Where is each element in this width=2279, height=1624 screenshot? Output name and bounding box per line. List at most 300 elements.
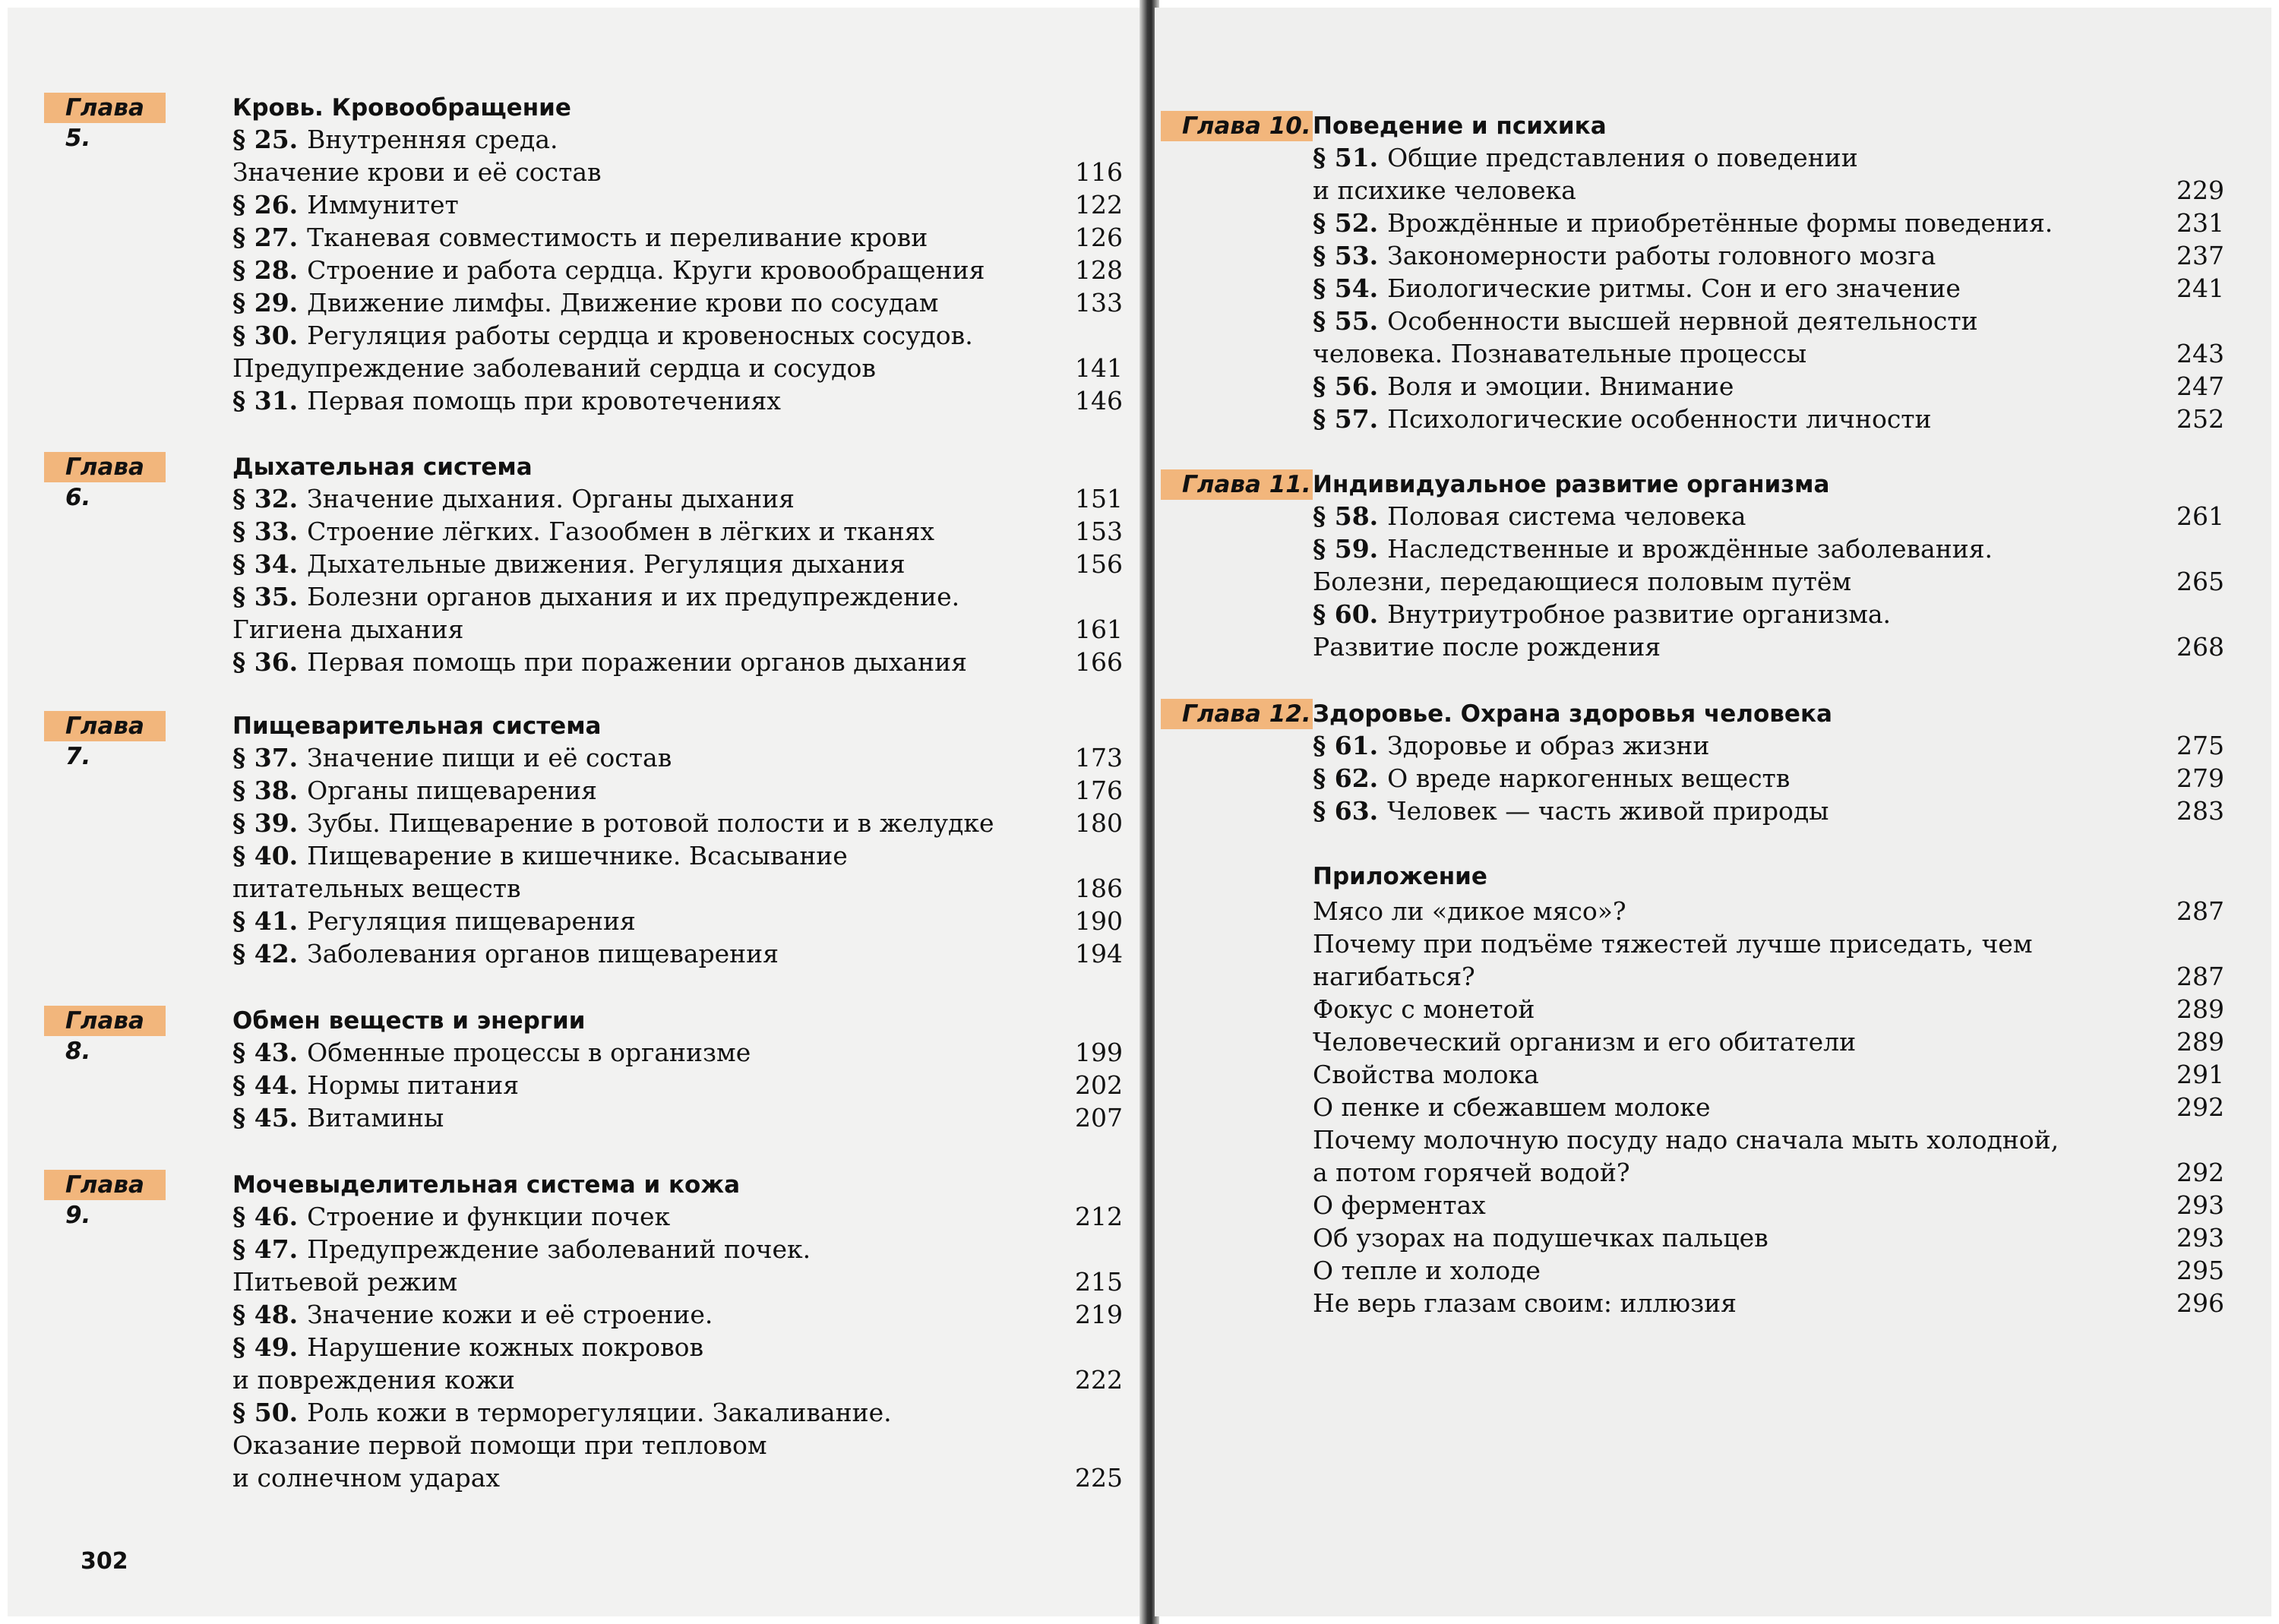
chapter-label: Глава 7.: [44, 711, 166, 741]
toc-entry: [1313, 532, 2224, 598]
toc-entry: [1313, 762, 2224, 795]
toc-entry: [232, 937, 1123, 970]
section-number: § 46.: [232, 1202, 299, 1231]
appendix-entry: [1313, 1025, 2224, 1058]
page-ref: 292: [2176, 1092, 2224, 1122]
entry-title: О тепле и холоде: [1313, 1256, 1541, 1285]
page-ref: 279: [2176, 763, 2224, 793]
entry-line: [232, 872, 1123, 905]
appendix-title: Приложение: [1313, 863, 1487, 890]
entry-title: Нормы питания: [307, 1070, 520, 1100]
chapter-entries: [232, 482, 1123, 678]
entry-line: [232, 254, 1123, 286]
toc-entry: [232, 221, 1123, 254]
chapter-title: Кровь. Кровообращение: [232, 94, 571, 122]
appendix-entry: [1313, 1189, 2224, 1221]
page-ref: 156: [1075, 549, 1123, 579]
entry-line: [232, 384, 1123, 417]
page-ref: 289: [2176, 994, 2224, 1024]
entry-line: [1313, 141, 2224, 174]
entry-title: Болезни органов дыхания и их предупреждение.: [307, 582, 960, 611]
entry-title: Роль кожи в терморегуляции. Закаливание.: [307, 1398, 892, 1427]
toc-entry: [232, 1396, 1123, 1494]
appendix-entry: [1313, 1221, 2224, 1254]
chapter-title: Мочевыделительная система и кожа: [232, 1171, 741, 1199]
section-number: § 54.: [1313, 273, 1379, 303]
section-number: § 26.: [232, 190, 299, 220]
section-number: § 31.: [232, 386, 299, 415]
section-number: § 51.: [1313, 143, 1379, 172]
toc-entry: [1313, 795, 2224, 827]
entry-line: [1313, 532, 2224, 565]
entry-title: Строение и работа сердца. Круги кровообращения: [307, 255, 985, 285]
entry-title: Пищеварение в кишечнике. Всасывание: [307, 841, 848, 870]
entry-title: питательных веществ: [232, 874, 521, 903]
entry-line: [1313, 1221, 2224, 1254]
entry-title: О пенке и сбежавшем молоке: [1313, 1092, 1711, 1122]
chapter-9: [65, 1170, 1123, 1494]
section-number: § 41.: [232, 906, 299, 936]
chapter-title: Дыхательная система: [232, 453, 533, 481]
page-ref: 190: [1075, 906, 1123, 936]
entry-line: [232, 580, 1123, 613]
page-ref: 194: [1075, 939, 1123, 968]
section-number: § 36.: [232, 647, 299, 677]
toc-entry: [1313, 370, 2224, 403]
entry-line: [1313, 1091, 2224, 1123]
entry-line: [232, 1036, 1123, 1069]
page-ref: 247: [2176, 371, 2224, 401]
entry-title: и повреждения кожи: [232, 1365, 515, 1395]
page-ref: 275: [2176, 731, 2224, 760]
entry-title: Общие представления о поведении: [1387, 143, 1858, 172]
entry-title: Развитие после рождения: [1313, 632, 1661, 662]
entry-title: и психике человека: [1313, 175, 1576, 205]
entry-title: Здоровье и образ жизни: [1387, 731, 1710, 760]
chapter-title: Здоровье. Охрана здоровья человека: [1313, 700, 1832, 728]
chapter-heading: [1161, 469, 2224, 500]
toc-entry: [232, 548, 1123, 580]
entry-line: [1313, 927, 2224, 960]
entry-title: Болезни, передающиеся половым путём: [1313, 567, 1852, 596]
entry-line: [1313, 337, 2224, 370]
section-number: § 61.: [1313, 731, 1379, 760]
entry-line: [232, 839, 1123, 872]
page-ref: 243: [2176, 339, 2224, 368]
section-number: § 30.: [232, 321, 299, 350]
entry-line: [232, 319, 1123, 352]
chapter-title: Поведение и психика: [1313, 112, 1607, 140]
appendix-list: [1313, 895, 2224, 1319]
entry-line: [1313, 993, 2224, 1025]
chapter-title: Обмен веществ и энергии: [232, 1007, 586, 1035]
chapter-10: [1161, 111, 2224, 435]
chapter-8: [65, 1006, 1123, 1134]
entry-title: нагибаться?: [1313, 962, 1475, 991]
section-number: § 59.: [1313, 534, 1379, 564]
page-ref: 268: [2176, 632, 2224, 662]
chapter-entries: [232, 123, 1123, 417]
section-number: § 45.: [232, 1103, 299, 1133]
entry-line: [1313, 500, 2224, 532]
page-ref: 176: [1075, 776, 1123, 805]
entry-line: [1313, 1189, 2224, 1221]
entry-line: [1313, 174, 2224, 207]
page-ref: 283: [2176, 796, 2224, 826]
entry-line: [232, 1331, 1123, 1363]
page-ref: 237: [2176, 241, 2224, 270]
entry-line: [1313, 207, 2224, 239]
entry-title: Заболевания органов пищеварения: [307, 939, 779, 968]
entry-line: [232, 548, 1123, 580]
section-number: § 48.: [232, 1300, 299, 1329]
entry-line: [232, 1233, 1123, 1265]
toc-entry: [232, 384, 1123, 417]
toc-entry: [1313, 305, 2224, 370]
entry-title: Не верь глазам своим: иллюзия: [1313, 1288, 1737, 1318]
entry-title: а потом горячей водой?: [1313, 1158, 1630, 1187]
entry-line: [1313, 762, 2224, 795]
entry-line: [232, 1363, 1123, 1396]
appendix-entry: [1313, 1091, 2224, 1123]
chapter-label: Глава 10.: [1161, 111, 1313, 141]
entry-line: [232, 1396, 1123, 1429]
page-ref: 287: [2176, 962, 2224, 991]
appendix-entry: [1313, 1058, 2224, 1091]
section-number: § 44.: [232, 1070, 299, 1100]
entry-line: [232, 1265, 1123, 1298]
entry-title: Человеческий организм и его обитатели: [1313, 1027, 1857, 1057]
page-ref: 295: [2176, 1256, 2224, 1285]
entry-title: Оказание первой помощи при тепловом: [232, 1430, 767, 1460]
toc-entry: [1313, 239, 2224, 272]
entry-title: Обменные процессы в организме: [307, 1038, 751, 1067]
section-number: § 50.: [232, 1398, 299, 1427]
entry-line: [1313, 1287, 2224, 1319]
entry-title: Движение лимфы. Движение крови по сосудам: [307, 288, 939, 318]
section-number: § 27.: [232, 223, 299, 252]
page-ref: 241: [2176, 273, 2224, 303]
entry-title: Тканевая совместимость и переливание крови: [307, 223, 928, 252]
section-number: § 38.: [232, 776, 299, 805]
entry-title: Нарушение кожных покровов: [307, 1332, 704, 1362]
right-page: [1155, 8, 2271, 1616]
toc-entry: [232, 1233, 1123, 1298]
chapter-heading: [1161, 111, 2224, 141]
toc-entry: [232, 1298, 1123, 1331]
entry-title: Предупреждение заболеваний почек.: [307, 1234, 811, 1264]
entry-title: Дыхательные движения. Регуляция дыхания: [307, 549, 906, 579]
page-ref: 153: [1075, 517, 1123, 546]
chapter-entries: [232, 1200, 1123, 1494]
entry-title: и солнечном ударах: [232, 1463, 500, 1493]
toc-entry: [1313, 272, 2224, 305]
entry-line: [232, 515, 1123, 548]
entry-line: [1313, 960, 2224, 993]
appendix-entry: [1313, 993, 2224, 1025]
appendix-entry: [1313, 1254, 2224, 1287]
entry-title: Почему молочную посуду надо сначала мыть холодной,: [1313, 1125, 2059, 1155]
entry-title: Строение и функции почек: [307, 1202, 671, 1231]
page-ref: 202: [1075, 1070, 1123, 1100]
entry-title: Гигиена дыхания: [232, 615, 464, 644]
page-ref: 199: [1075, 1038, 1123, 1067]
appendix-entry: [1313, 1123, 2224, 1189]
page-ref: 141: [1075, 353, 1123, 383]
entry-line: [1313, 729, 2224, 762]
section-number: § 37.: [232, 743, 299, 773]
entry-line: [1313, 1123, 2224, 1156]
section-number: § 29.: [232, 288, 299, 318]
page-ref: 293: [2176, 1223, 2224, 1253]
section-number: § 35.: [232, 582, 299, 611]
entry-line: [232, 1069, 1123, 1101]
chapter-title: Индивидуальное развитие организма: [1313, 471, 1830, 498]
entry-line: [1313, 598, 2224, 630]
page-ref: 166: [1075, 647, 1123, 677]
entry-line: [1313, 1254, 2224, 1287]
page-ref: 289: [2176, 1027, 2224, 1057]
appendix: [1313, 858, 2224, 1319]
entry-title: человека. Познавательные процессы: [1313, 339, 1807, 368]
entry-title: Зубы. Пищеварение в ротовой полости и в желудке: [307, 808, 994, 838]
page-ref: 151: [1075, 484, 1123, 513]
page-ref: 229: [2176, 175, 2224, 205]
toc-entry: [232, 123, 1123, 188]
page-ref: 252: [2176, 404, 2224, 434]
section-number: § 57.: [1313, 404, 1379, 434]
entry-line: [232, 937, 1123, 970]
section-number: § 53.: [1313, 241, 1379, 270]
section-number: § 62.: [1313, 763, 1379, 793]
chapter-entries: [1313, 141, 2224, 435]
entry-line: [1313, 239, 2224, 272]
section-number: § 33.: [232, 517, 299, 546]
toc-entry: [232, 1200, 1123, 1233]
entry-line: [1313, 1025, 2224, 1058]
entry-title: Первая помощь при поражении органов дыхания: [307, 647, 967, 677]
entry-line: [232, 1429, 1123, 1461]
entry-title: Питьевой режим: [232, 1267, 458, 1297]
chapter-entries: [1313, 729, 2224, 827]
entry-title: Органы пищеварения: [307, 776, 597, 805]
section-number: § 34.: [232, 549, 299, 579]
chapter-entries: [232, 741, 1123, 970]
entry-line: [1313, 895, 2224, 927]
toc-entry: [232, 839, 1123, 905]
chapter-entries: [232, 1036, 1123, 1134]
page-ref: 173: [1075, 743, 1123, 773]
toc-entry: [232, 515, 1123, 548]
section-number: § 56.: [1313, 371, 1379, 401]
toc-entry: [232, 254, 1123, 286]
entry-line: [232, 905, 1123, 937]
chapter-label: Глава 11.: [1161, 469, 1313, 500]
entry-title: О вреде наркогенных веществ: [1387, 763, 1791, 793]
entry-title: Значение крови и её состав: [232, 157, 602, 187]
left-page: [8, 8, 1147, 1616]
toc-entry: [1313, 500, 2224, 532]
entry-line: [232, 286, 1123, 319]
entry-title: Человек — часть живой природы: [1387, 796, 1829, 826]
page-ref: 261: [2176, 501, 2224, 531]
toc-entry: [232, 188, 1123, 221]
entry-line: [1313, 565, 2224, 598]
toc-entry: [1313, 729, 2224, 762]
entry-title: Витамины: [307, 1103, 444, 1133]
chapter-label: Глава 9.: [44, 1170, 166, 1200]
entry-title: Первая помощь при кровотечениях: [307, 386, 781, 415]
page-ref: 128: [1075, 255, 1123, 285]
section-number: § 25.: [232, 125, 299, 154]
appendix-entry: [1313, 927, 2224, 993]
entry-line: [232, 613, 1123, 646]
section-number: § 42.: [232, 939, 299, 968]
chapter-label: Глава 5.: [44, 93, 166, 123]
toc-entry: [1313, 403, 2224, 435]
chapter-11: [1161, 469, 2224, 663]
entry-title: Психологические особенности личности: [1387, 404, 1932, 434]
entry-title: Свойства молока: [1313, 1060, 1539, 1089]
entry-title: Значение пищи и её состав: [307, 743, 672, 773]
chapter-label: Глава 6.: [44, 452, 166, 482]
toc-entry: [232, 1036, 1123, 1069]
toc-entry: [1313, 598, 2224, 663]
entry-title: Биологические ритмы. Сон и его значение: [1387, 273, 1961, 303]
entry-line: [232, 156, 1123, 188]
entry-title: О ферментах: [1313, 1190, 1486, 1220]
toc-entry: [232, 1331, 1123, 1396]
entry-line: [232, 741, 1123, 774]
entry-line: [232, 1298, 1123, 1331]
entry-title: Регуляция работы сердца и кровеносных сосудов.: [307, 321, 973, 350]
entry-title: Строение лёгких. Газообмен в лёгких и тканях: [307, 517, 935, 546]
entry-line: [232, 188, 1123, 221]
toc-entry: [1313, 141, 2224, 207]
toc-entry: [232, 319, 1123, 384]
page-ref: 222: [1075, 1365, 1123, 1395]
section-number: § 49.: [232, 1332, 299, 1362]
entry-title: Наследственные и врождённые заболевания.: [1387, 534, 1993, 564]
toc-entry: [232, 1101, 1123, 1134]
section-number: § 40.: [232, 841, 299, 870]
page-ref: 293: [2176, 1190, 2224, 1220]
page-ref: 186: [1075, 874, 1123, 903]
chapter-6: [65, 452, 1123, 678]
section-number: § 39.: [232, 808, 299, 838]
entry-title: Почему при подъёме тяжестей лучше приседать, чем: [1313, 929, 2033, 959]
section-number: § 28.: [232, 255, 299, 285]
section-number: § 47.: [232, 1234, 299, 1264]
toc-entry: [232, 286, 1123, 319]
appendix-entry: [1313, 1287, 2224, 1319]
page-ref: 292: [2176, 1158, 2224, 1187]
entry-line: [232, 352, 1123, 384]
page-ref: 122: [1075, 190, 1123, 220]
chapter-5: [65, 93, 1123, 417]
page-ref: 126: [1075, 223, 1123, 252]
toc-entry: [232, 646, 1123, 678]
entry-title: Мясо ли «дикое мясо»?: [1313, 896, 1626, 926]
entry-line: [232, 123, 1123, 156]
chapter-heading: [1161, 699, 2224, 729]
entry-title: Половая система человека: [1387, 501, 1746, 531]
entry-line: [1313, 1156, 2224, 1189]
page-ref: 219: [1075, 1300, 1123, 1329]
chapter-7: [65, 711, 1123, 970]
chapter-12: [1161, 699, 2224, 827]
entry-line: [1313, 403, 2224, 435]
section-number: § 63.: [1313, 796, 1379, 826]
toc-entry: [232, 741, 1123, 774]
page-ref: 231: [2176, 208, 2224, 238]
chapter-entries: [1313, 500, 2224, 663]
toc-entry: [232, 905, 1123, 937]
section-number: § 43.: [232, 1038, 299, 1067]
toc-entry: [232, 1069, 1123, 1101]
entry-line: [1313, 1058, 2224, 1091]
appendix-entry: [1313, 895, 2224, 927]
entry-line: [232, 482, 1123, 515]
page-ref: 215: [1075, 1267, 1123, 1297]
entry-title: Фокус с монетой: [1313, 994, 1535, 1024]
page-ref: 225: [1075, 1463, 1123, 1493]
entry-title: Предупреждение заболеваний сердца и сосудов: [232, 353, 876, 383]
toc-entry: [232, 580, 1123, 646]
entry-line: [232, 646, 1123, 678]
page-ref: 212: [1075, 1202, 1123, 1231]
entry-line: [232, 1101, 1123, 1134]
page-ref: 180: [1075, 808, 1123, 838]
entry-title: Врождённые и приобретённые формы поведения.: [1387, 208, 2053, 238]
entry-title: Об узорах на подушечках пальцев: [1313, 1223, 1769, 1253]
toc-entry: [232, 807, 1123, 839]
entry-line: [1313, 370, 2224, 403]
entry-title: Значение кожи и её строение.: [307, 1300, 713, 1329]
section-number: § 55.: [1313, 306, 1379, 336]
page-ref: 291: [2176, 1060, 2224, 1089]
entry-title: Внутриутробное развитие организма.: [1387, 599, 1892, 629]
entry-title: Воля и эмоции. Внимание: [1387, 371, 1734, 401]
page-number: 302: [81, 1548, 128, 1575]
page-ref: 296: [2176, 1288, 2224, 1318]
entry-line: [232, 807, 1123, 839]
page-ref: 161: [1075, 615, 1123, 644]
toc-entry: [232, 774, 1123, 807]
page-ref: 116: [1075, 157, 1123, 187]
section-number: § 58.: [1313, 501, 1379, 531]
chapter-label: Глава 12.: [1161, 699, 1313, 729]
chapter-title: Пищеварительная система: [232, 712, 602, 740]
entry-line: [232, 221, 1123, 254]
entry-line: [1313, 630, 2224, 663]
toc-entry: [232, 482, 1123, 515]
chapter-label: Глава 8.: [44, 1006, 166, 1036]
entry-line: [1313, 272, 2224, 305]
entry-line: [1313, 305, 2224, 337]
section-number: § 52.: [1313, 208, 1379, 238]
entry-line: [232, 1200, 1123, 1233]
entry-title: Особенности высшей нервной деятельности: [1387, 306, 1978, 336]
entry-line: [1313, 795, 2224, 827]
entry-title: Иммунитет: [307, 190, 459, 220]
page-ref: 287: [2176, 896, 2224, 926]
page-ref: 265: [2176, 567, 2224, 596]
entry-title: Закономерности работы головного мозга: [1387, 241, 1936, 270]
section-number: § 60.: [1313, 599, 1379, 629]
entry-title: Значение дыхания. Органы дыхания: [307, 484, 795, 513]
page-ref: 146: [1075, 386, 1123, 415]
